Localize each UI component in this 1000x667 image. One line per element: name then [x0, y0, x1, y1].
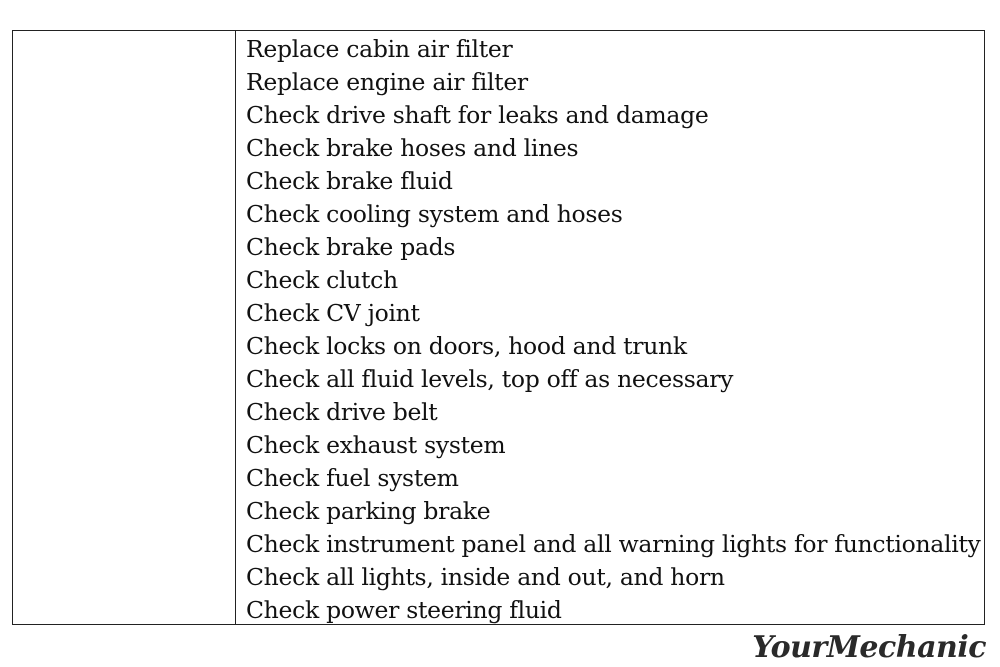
checklist-item: Check brake fluid: [246, 167, 453, 195]
checklist-item: Check drive shaft for leaks and damage: [246, 101, 709, 129]
checklist-item: Check CV joint: [246, 299, 420, 327]
table-right-cell: [236, 31, 984, 624]
checklist-item: Check clutch: [246, 266, 398, 294]
checklist-item: Replace cabin air filter: [246, 35, 513, 63]
checklist-item: Check drive belt: [246, 398, 438, 426]
table-left-cell: [13, 31, 236, 624]
checklist-item: Check all fluid levels, top off as necessary: [246, 365, 734, 393]
checklist-item: Check all lights, inside and out, and horn: [246, 563, 725, 591]
yourmechanic-logo: YourMechanic: [752, 630, 986, 665]
checklist-item: Check cooling system and hoses: [246, 200, 623, 228]
checklist-item: Check power steering fluid: [246, 596, 562, 624]
checklist-item: Check exhaust system: [246, 431, 506, 459]
checklist-item: Check locks on doors, hood and trunk: [246, 332, 687, 360]
checklist-item: Check brake hoses and lines: [246, 134, 579, 162]
checklist-item: Check brake pads: [246, 233, 456, 261]
checklist-item: Check parking brake: [246, 497, 491, 525]
checklist-item: Replace engine air filter: [246, 68, 528, 96]
maintenance-table: [12, 30, 985, 625]
checklist-item: Check fuel system: [246, 464, 459, 492]
checklist-item: Check instrument panel and all warning lights for functionality: [246, 530, 981, 558]
